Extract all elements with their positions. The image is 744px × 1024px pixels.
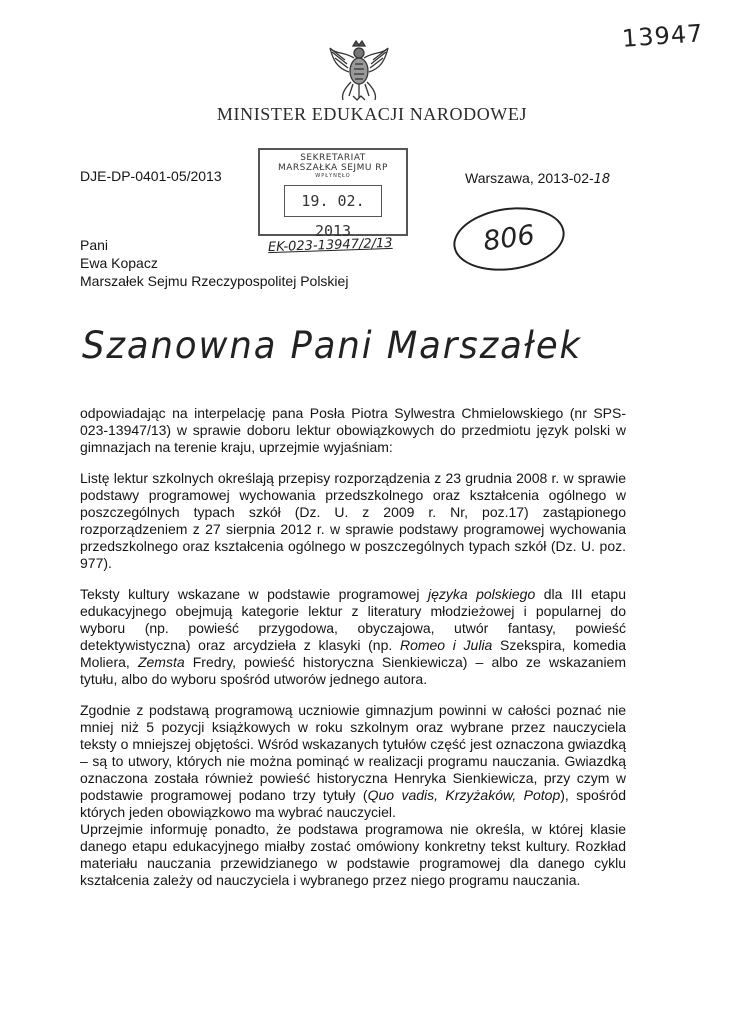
addressee-block: [80, 236, 348, 290]
p4-italic-titles: Quo vadis, Krzyżaków, Potop: [367, 787, 561, 803]
handwritten-reference: EK-023-13947/2/13: [267, 235, 393, 256]
p3-italic-zemsta: Zemsta: [137, 654, 185, 670]
handwritten-number: 13947: [621, 19, 705, 53]
p3-text-a: Teksty kultury wskazane w podstawie programowej: [80, 586, 428, 602]
stamp-line-1: SEKRETARIAT: [300, 153, 366, 163]
p4-text-a: Zgodnie z podstawą programową uczniowie gimnazjum powinni w całości poznać nie mniej niż 5 pozycji książkowych w roku szkolnym oraz wybrane przez nauczyciela teksty o mniejszej objętości. Wśród wskazanych tytułów część jest oznaczona gwiazdką – są to utwory, których nie można pominąć w realizacji programu nauczania. Gwiazdką oznaczona została również powieść historyczna Henryka Sienkiewicza, przy czym w podstawie programowej podano trzy tytuły (: [80, 702, 626, 803]
ministry-heading: MINISTER EDUKACJI NARODOWEJ: [216, 104, 528, 124]
paragraph-3: [80, 586, 626, 688]
p3-text-g: Fredry, powieść historyczna Sienkiewicza) – albo ze wskazaniem tytułu, albo do wyboru spośród utworów jednego autora.: [80, 654, 626, 687]
addressee-line-1: Pani: [80, 237, 109, 253]
place-date-text: Warszawa, 2013-02-: [465, 170, 594, 186]
stamp-date: 19. 02. 2013: [284, 185, 382, 217]
circled-number: 806: [449, 201, 569, 278]
salutation-text: Szanowna Pani Marszałek: [82, 324, 582, 367]
p3-text-e: Szekspira, komedia Moliera,: [80, 637, 626, 670]
paragraph-4: [80, 702, 626, 821]
paragraph-5: Uprzejmie informuję ponadto, że podstawa programowa nie określa, w której klasie danego etapu edukacyjnego miałby zostać omówiony konkretny tekst kultury. Rozkład materiału nauczania przewidzianego w podstawie programowej dla danego cyklu kształcenia zależy od nauczyciela i wybranego przez niego programu nauczania.: [80, 821, 626, 888]
stamp-line-3: WPŁYNĘŁO: [315, 173, 351, 179]
stamp-line-2: MARSZAŁKA SEJMU RP: [278, 163, 388, 173]
letter-body: [80, 405, 626, 889]
eagle-emblem-icon: [327, 38, 391, 104]
handwritten-day: 18: [593, 172, 611, 187]
p4-text-c: ), spośród których jeden obowiązkowo ma wybrać nauczyciel.: [80, 787, 626, 820]
p3-text-c: dla III etapu edukacyjnego obejmują kategorie lektur z literatury młodzieżowej i popularnej do wyboru (np. powieść przygodowa, obyczajowa, utwór fantasy, powieść detektywistyczna) oraz arcydzieła z klasyki (np.: [80, 586, 626, 653]
p3-italic-subject: języka polskiego: [427, 586, 536, 602]
paragraph-2: Listę lektur szkolnych określają przepisy rozporządzenia z 23 grudnia 2008 r. w sprawie podstawy programowej wychowania przedszkolnego oraz kształcenia ogólnego w poszczególnych typach szkół (Dz. U. z 2009 r. Nr, poz.17) zastąpionego rozporządzeniem z 27 sierpnia 2012 r. w sprawie podstawy programowej wychowania przedszkolnego oraz kształcenia ogólnego w poszczególnych typach szkół (Dz. U. poz. 977).: [80, 470, 626, 571]
p3-italic-romeo: Romeo i Julia: [399, 637, 493, 653]
place-and-date: [465, 170, 610, 187]
addressee-name: Ewa Kopacz: [80, 255, 158, 271]
handwritten-salutation: [78, 314, 598, 376]
reference-number: DJE-DP-0401-05/2013: [80, 168, 222, 184]
reception-stamp: [258, 148, 408, 240]
paragraph-1: odpowiadając na interpelację pana Posła Piotra Sylwestra Chmielowskiego (nr SPS-023-13947/13) w sprawie doboru lektur obowiązkowych do przedmiotu język polski w gimnazjach na terenie kraju, uprzejmie wyjaśniam:: [80, 405, 626, 455]
addressee-title: Marszałek Sejmu Rzeczypospolitej Polskiej: [80, 273, 349, 289]
